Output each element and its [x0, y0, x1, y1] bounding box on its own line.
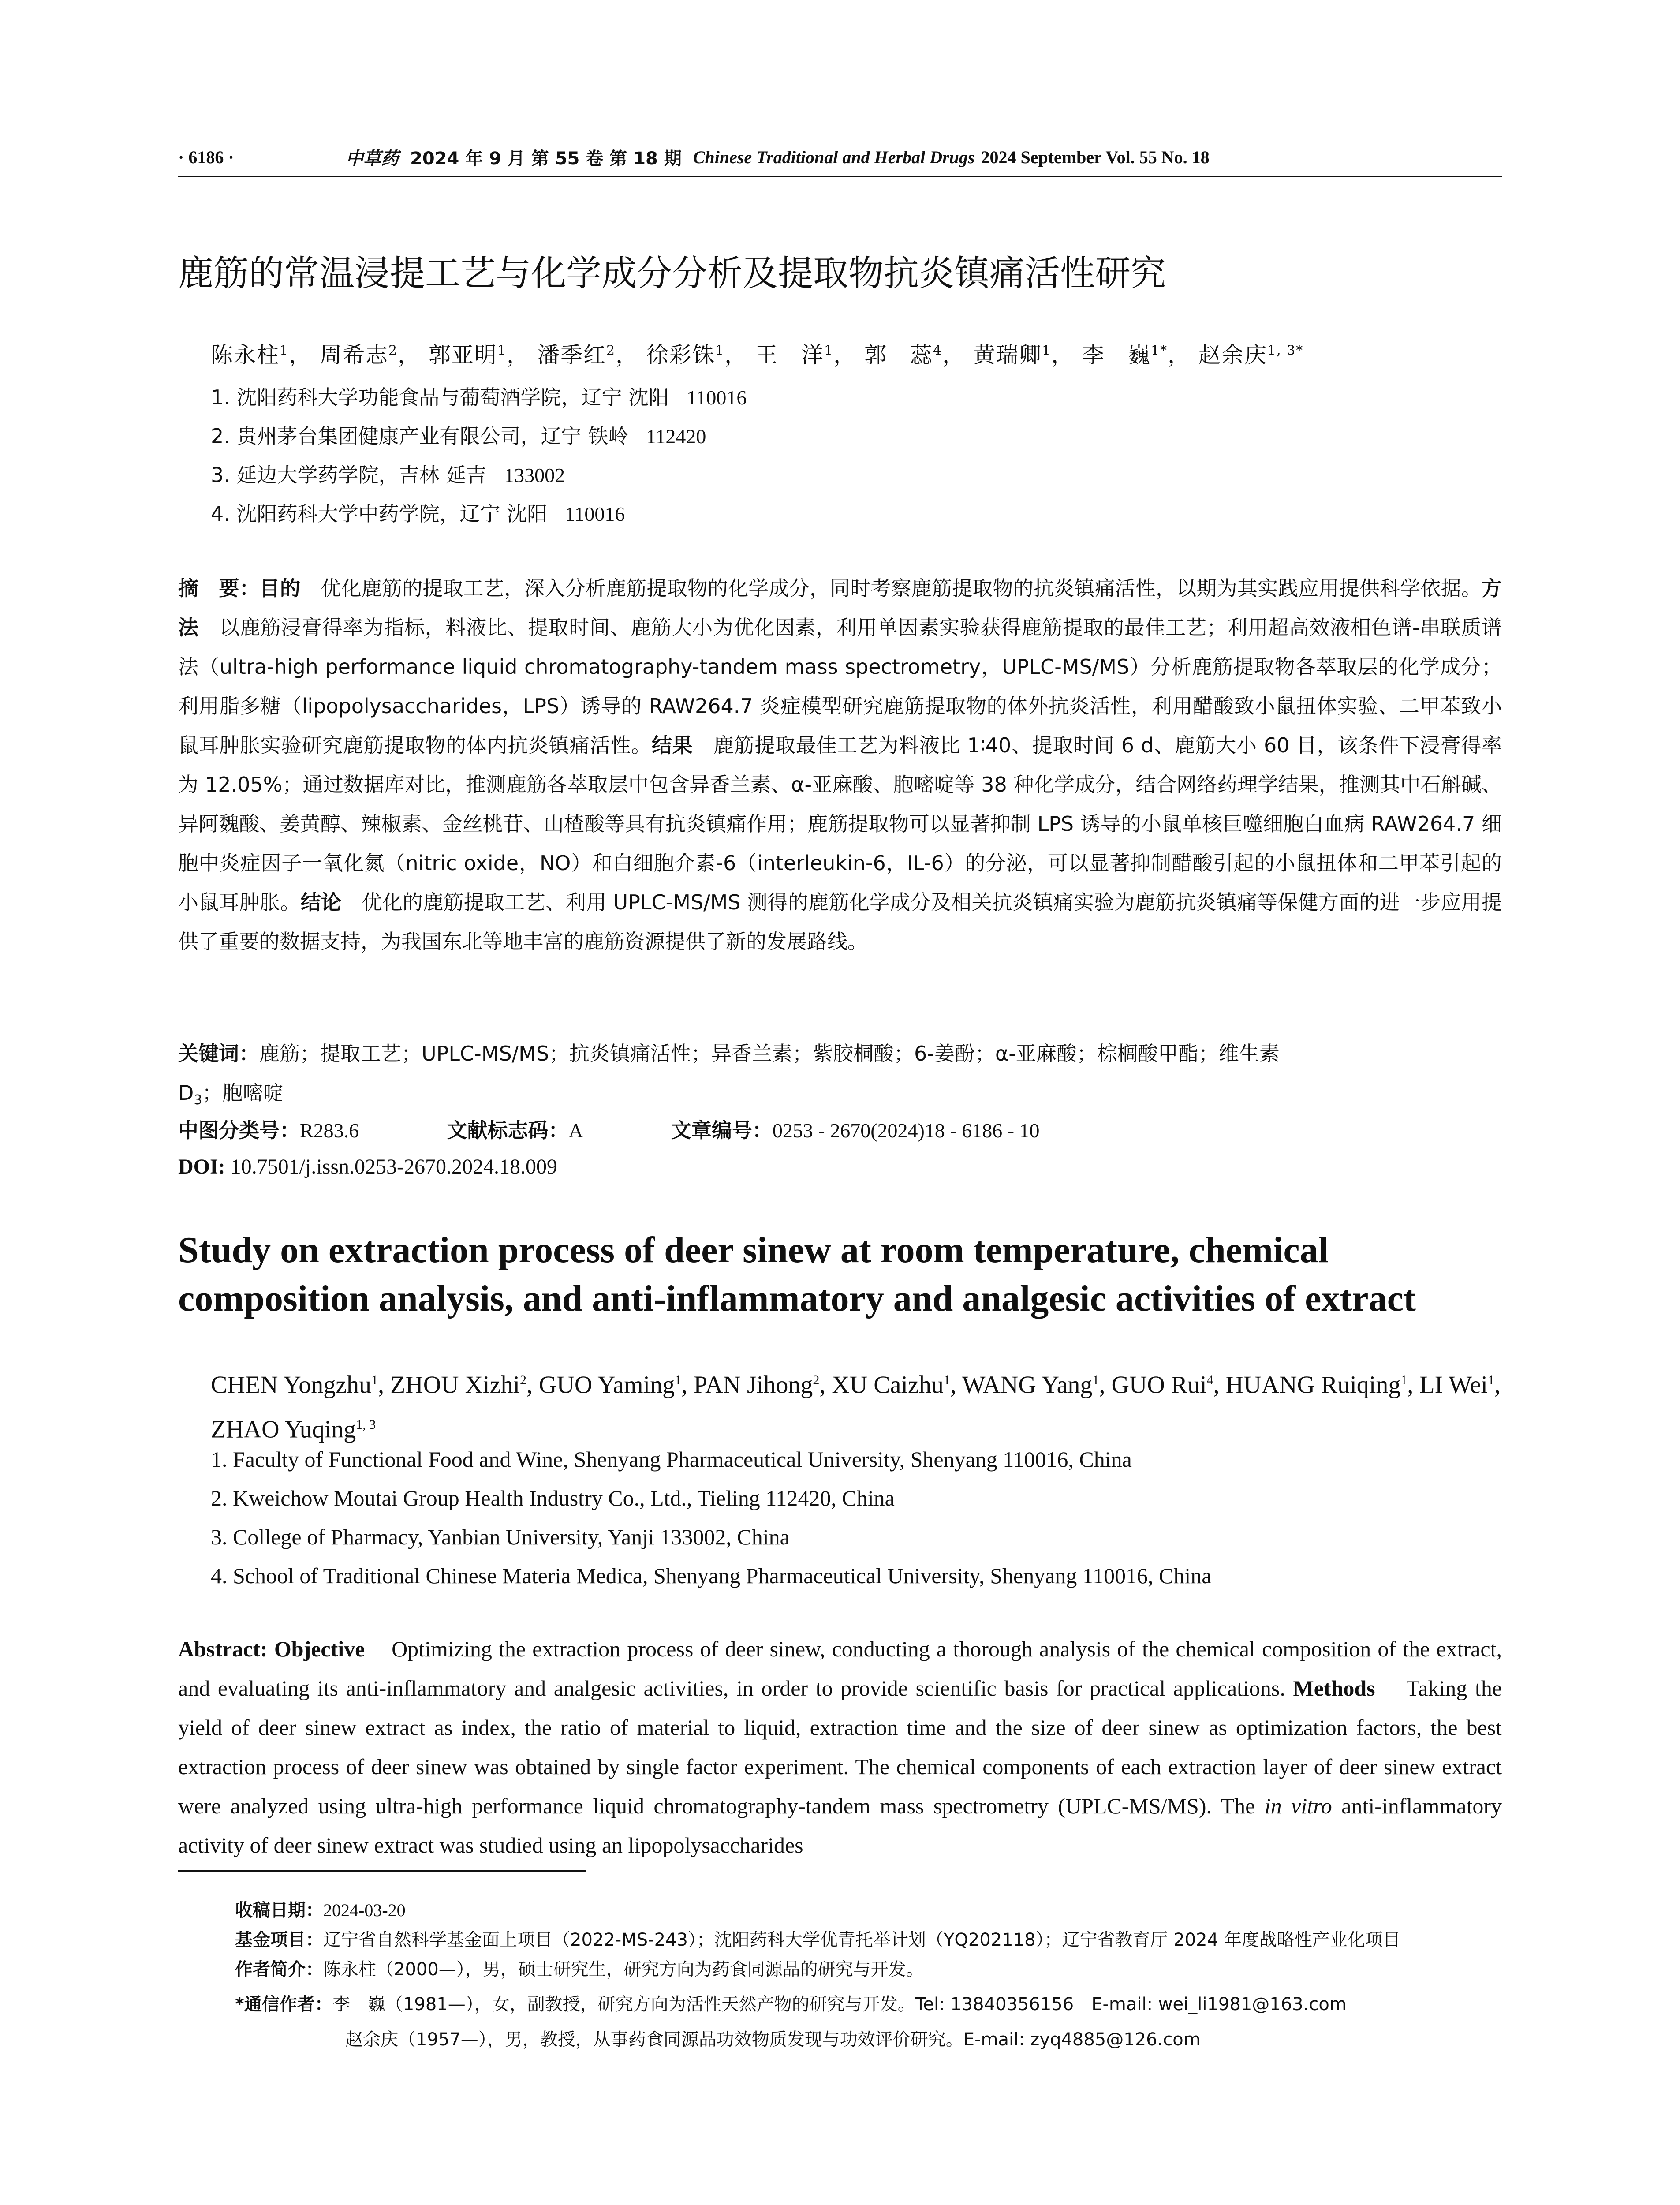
- author: 李 巍$^{1*}$: [1082, 342, 1168, 368]
- cn-affiliation: 3. 延边大学药学院，吉林 延吉 133002: [211, 463, 565, 487]
- cn-affiliation: 4. 沈阳药科大学中药学院，辽宁 沈阳 110016: [211, 502, 625, 526]
- footnote-rule: [178, 1870, 586, 1872]
- journal-name-cn: 中草药: [346, 148, 399, 169]
- author: 郭亚明$^1$: [429, 342, 507, 368]
- methods-label: 方法: [178, 576, 1502, 639]
- footnote-corresponding-2: 赵余庆（1957—），男，教授，从事药食同源品功效物质发现与功效评价研究。E-mail: zyq4885@126.com: [345, 2029, 1201, 2050]
- footnote-received: 收稿日期：2024-03-20: [235, 1900, 406, 1921]
- keywords-text: 鹿筋；提取工艺；UPLC-MS/MS；抗炎镇痛活性；异香兰素；紫胶桐酸；6-姜酚；α-亚麻酸；棕榈酸甲酯；维生素: [259, 1042, 1280, 1065]
- header-rule: [178, 176, 1502, 177]
- en-affiliation: 2. Kweichow Moutai Group Health Industry Co., Ltd., Tieling 112420, China: [211, 1486, 895, 1510]
- chinese-abstract: [178, 569, 1502, 961]
- abstract-label: 摘 要：: [178, 576, 260, 600]
- author: 潘季红$^2$: [538, 342, 616, 368]
- results-text: 鹿筋提取最佳工艺为料液比 1∶40、提取时间 6 d、鹿筋大小 60 目，该条件下浸膏得率为 12.05%；通过数据库对比，推测鹿筋各萃取层中包含异香兰素、α-亚麻酸、胞嘧啶等 38 种化学成分，结合网络药理学结果，推测其中石斛碱、异阿魏酸、姜黄醇、辣椒素、金丝桃苷、山楂酸等具有抗炎镇痛作用；鹿筋提取物可以显著抑制 LPS 诱导的小鼠单核巨噬细胞白血病 RAW264.7 细胞中炎症因子一氧化氮（nitric oxide，NO）和白细胞介素-6（interleukin-6，IL-6）的分泌，可以显著抑制醋酸引起的小鼠扭体和二甲苯引起的小鼠耳肿胀。: [178, 733, 1502, 914]
- english-title: Study on extraction process of deer sinew at room temperature, chemical composition analysis, and anti-inflammatory and analgesic activities of extract: [178, 1230, 1416, 1319]
- cn-affiliation: 2. 贵州茅台集团健康产业有限公司，辽宁 铁岭 112420: [211, 424, 706, 448]
- cn-affiliation: 1. 沈阳药科大学功能食品与葡萄酒学院，辽宁 沈阳 110016: [211, 385, 747, 409]
- objective-text: 优化鹿筋的提取工艺，深入分析鹿筋提取物的化学成分，同时考察鹿筋提取物的抗炎镇痛活性，以期为其实践应用提供科学依据。: [321, 576, 1482, 600]
- conclusion-label: 结论: [300, 890, 342, 914]
- footnote-corresponding: *通信作者：李 巍（1981—），女，副教授，研究方向为活性天然产物的研究与开发。Tel: 13840356156 E-mail: wei_li1981@163.com: [235, 1994, 1347, 2014]
- author: 徐彩铢$^1$: [646, 342, 725, 368]
- en-affiliation: 3. College of Pharmacy, Yanbian University, Yanji 133002, China: [211, 1525, 790, 1549]
- methods-text: 以鹿筋浸膏得率为指标，料液比、提取时间、鹿筋大小为优化因素，利用单因素实验获得鹿筋提取的最佳工艺；利用超高效液相色谱-串联质谱法（ultra-high performance liquid chromatography-tandem mass spectrometry，UPLC-MS/MS）分析鹿筋提取物各萃取层的化学成分；利用脂多糖（lipopolysaccharides，LPS）诱导的 RAW264.7 炎症模型研究鹿筋提取物的体外抗炎活性，利用醋酸致小鼠扭体实验、二甲苯致小鼠耳肿胀实验研究鹿筋提取物的体内抗炎镇痛活性。: [178, 616, 1502, 757]
- author: 周希志$^2$: [320, 342, 398, 368]
- english-abstract: Abstract: Objective Optimizing the extraction process of deer sinew, conducting a thorough analysis of the chemical composition of the extract, and evaluating its anti-inflammatory and analgesic activities, in order to provide scientific basis for practical applications. Methods Taking the yield of deer sinew extract as index, the ratio of material to liquid, extraction time and the size of deer sinew as optimization factors, the best extraction process of deer sinew was obtained by single factor experiment. The chemical components of each extraction layer of deer sinew extract were analyzed using ultra-high performance liquid chromatography-tandem mass spectrometry (UPLC-MS/MS). The in vitro anti-inflammatory activity of deer sinew extract was studied using an lipopolysaccharides: [178, 1637, 1502, 1857]
- author: 陈永柱$^1$: [211, 342, 289, 368]
- doi: DOI: 10.7501/j.issn.0253-2670.2024.18.009: [178, 1155, 558, 1178]
- author: 黄瑞卿$^1$: [973, 342, 1052, 368]
- journal-name-en: Chinese Traditional and Herbal Drugs: [693, 147, 975, 167]
- author: 赵余庆$^{1, 3*}$: [1198, 342, 1304, 368]
- author: 郭 蕊$^4$: [864, 342, 943, 368]
- classification-line: 中图分类号：R283.6 文献标志码：A 文章编号：0253 - 2670(2024)18 - 6186 - 10: [178, 1118, 1040, 1142]
- en-affiliation: 1. Faculty of Functional Food and Wine, Shenyang Pharmaceutical University, Shenyang 110016, China: [211, 1447, 1132, 1472]
- results-label: 结果: [651, 733, 693, 757]
- running-header: [178, 144, 1502, 170]
- issue-cn: 2024 年 9 月 第 55 卷 第 18 期: [410, 148, 682, 169]
- keywords: 关键词：鹿筋；提取工艺；UPLC-MS/MS；抗炎镇痛活性；异香兰素；紫胶桐酸；6-姜酚；α-亚麻酸；棕榈酸甲酯；维生素 $D_3$；胞嘧啶: [178, 1042, 1280, 1108]
- keywords-label: 关键词：: [178, 1042, 259, 1065]
- footnote-biography: 作者简介：陈永柱（2000—），男，硕士研究生，研究方向为药食同源品的研究与开发。: [235, 1959, 924, 1980]
- conclusion-text: 优化的鹿筋提取工艺、利用 UPLC-MS/MS 测得的鹿筋化学成分及相关抗炎镇痛实验为鹿筋抗炎镇痛等保健方面的进一步应用提供了重要的数据支持，为我国东北等地丰富的鹿筋资源提供了新的发展路线。: [178, 890, 1502, 953]
- chinese-title: 鹿筋的常温浸提工艺与化学成分分析及提取物抗炎镇痛活性研究: [178, 253, 1166, 294]
- abstract-label-en: Abstract: Objective: [178, 1637, 365, 1661]
- author: 王 洋$^1$: [755, 342, 834, 368]
- doi-link[interactable]: 10.7501/j.issn.0253-2670.2024.18.009: [230, 1155, 558, 1178]
- chinese-authors: 陈永柱$^1$， 周希志$^2$， 郭亚明$^1$， 潘季红$^2$， 徐彩铢$^1$， 王 洋$^1$， 郭 蕊$^4$， 黄瑞卿$^1$， 李 巍$^{1*}$， 赵余庆$^{1, 3*}$: [211, 342, 1304, 368]
- objective-label: 目的: [259, 576, 301, 600]
- english-authors: CHEN Yongzhu$^1$, ZHOU Xizhi$^2$, GUO Yaming$^1$, PAN Jihong$^2$, XU Caizhu$^1$, WANG Yang$^1$, GUO Rui$^4$, HUANG Ruiqing$^1$, LI Wei$^1$, ZHAO Yuqing$^{1, 3}$: [211, 1371, 1501, 1443]
- en-affiliation: 4. School of Traditional Chinese Materia Medica, Shenyang Pharmaceutical University, Shenyang 110016, China: [211, 1563, 1212, 1588]
- footnote-funding: 基金项目：辽宁省自然科学基金面上项目（2022-MS-243）；沈阳药科大学优青托举计划（YQ202118）；辽宁省教育厅 2024 年度战略性产业化项目: [235, 1930, 1400, 1950]
- issue-en: 2024 September Vol. 55 No. 18: [981, 147, 1210, 167]
- page-number: · 6186 ·: [178, 147, 234, 167]
